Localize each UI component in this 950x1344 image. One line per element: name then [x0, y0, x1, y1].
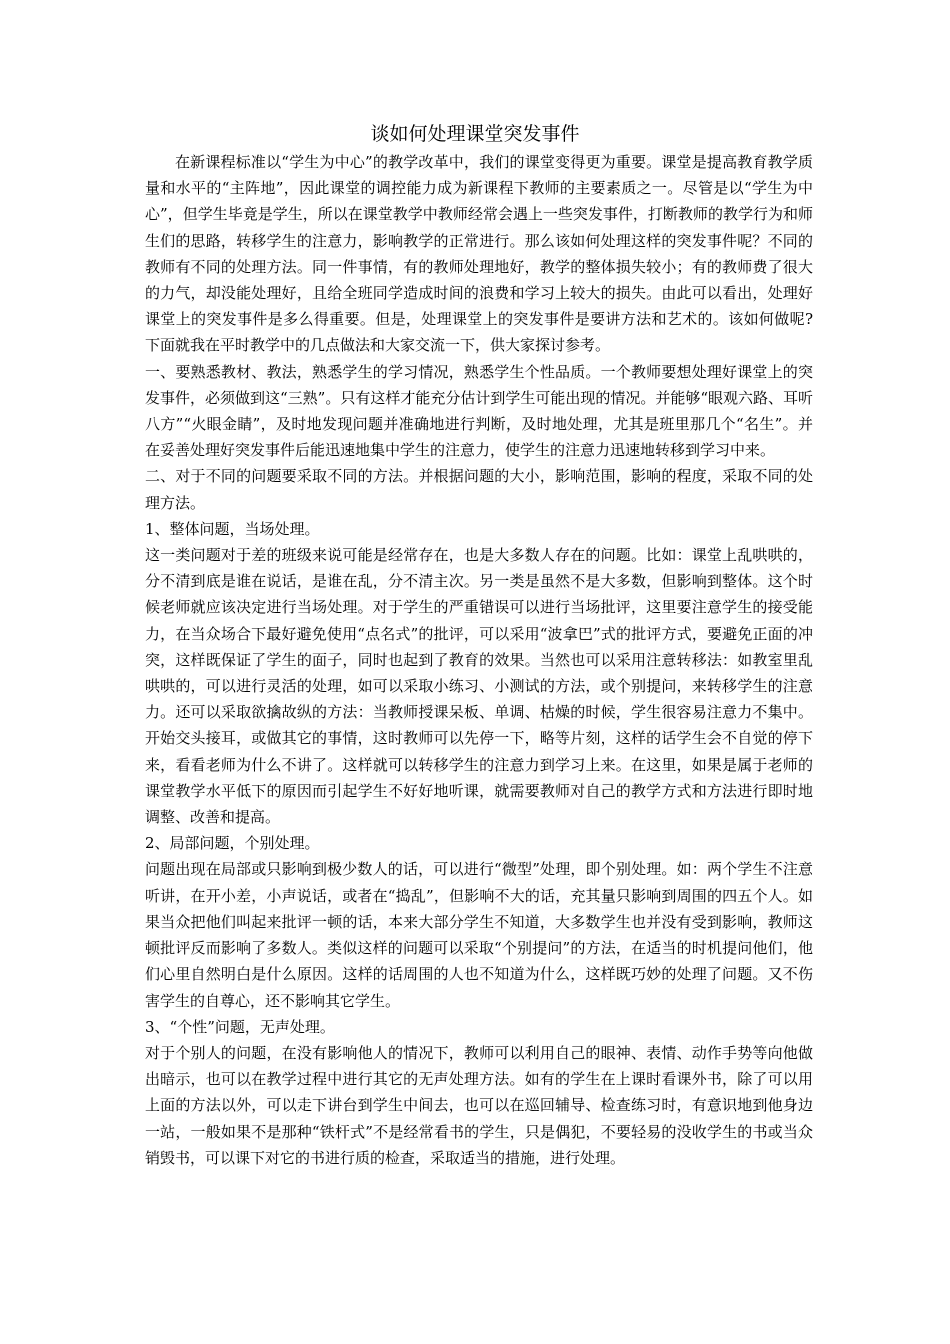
document-body — [145, 149, 813, 1171]
paragraph-point-one: 一、要熟悉教材、教法，熟悉学生的学习情况，熟悉学生个性品质。一个教师要想处理好课堂上的突发事件，必须做到这“三熟”。只有这样才能充分估计到学生可能出现的情况。并能够“眼观六路、耳听八方”“火眼金睛”，及时地发现问题并准确地进行判断，及时地处理，尤其是班里那几个“名生”。并在妥善处理好突发事件后能迅速地集中学生的注意力，使学生的注意力迅速地转移到学习中来。 — [145, 362, 814, 460]
subheading-local-problems: 2、局部问题，个别处理。 — [145, 834, 320, 853]
paragraph-overall-problems: 这一类问题对于差的班级来说可能是经常存在，也是大多数人存在的问题。比如：课堂上乱哄哄的，分不清到底是谁在说话，是谁在乱，分不清主次。另一类是虽然不是大多数，但影响到整体。这个时候老师就应该决定进行当场处理。对于学生的严重错误可以进行当场批评，这里要注意学生的接受能力，在当众场合下最好避免使用“点名式”的批评，可以采用“波拿巴”式的批评方式，要避免正面的冲突，这样既保证了学生的面子，同时也起到了教育的效果。当然也可以采用注意转移法：如教室里乱哄哄的，可以进行灵活的处理，如可以采取小练习、小测试的方法，或个别提问，来转移学生的注意力。还可以采取欲擒故纵的方法：当教师授课呆板、单调、枯燥的时候，学生很容易注意力不集中。开始交头接耳，或做其它的事情，这时教师可以先停一下，略等片刻，这样的话学生会不自觉的停下来，看看老师为什么不讲了。这样就可以转移学生的注意力到学习上来。在这里，如果是属于老师的课堂教学水平低下的原因而引起学生不好好地听课，就需要教师对自己的教学方式和方法进行即时地调整、改善和提高。 — [145, 546, 813, 827]
document-title: 谈如何处理课堂突发事件 — [370, 123, 580, 145]
paragraph-point-two: 二、对于不同的问题要采取不同的方法。并根据问题的大小，影响范围，影响的程度，采取不同的处理方法。 — [145, 467, 813, 512]
paragraph-intro: 在新课程标准以“学生为中心”的教学改革中，我们的课堂变得更为重要。课堂是提高教育教学质量和水平的“主阵地”，因此课堂的调控能力成为新课程下教师的主要素质之一。尽管是以“学生为中心”，但学生毕竟是学生，所以在课堂教学中教师经常会遇上一些突发事件，打断教师的教学行为和师生们的思路，转移学生的注意力，影响教学的正常进行。那么该如何处理这样的突发事件呢？不同的教师有不同的处理方法。同一件事情，有的教师处理地好，教学的整体损失较小；有的教师费了很大的力气，却没能处理好，且给全班同学造成时间的浪费和学习上较大的损失。由此可以看出，处理好课堂上的突发事件是多么得重要。但是，处理课堂上的突发事件是要讲方法和艺术的。该如何做呢?下面就我在平时教学中的几点做法和大家交流一下，供大家探讨参考。 — [145, 153, 813, 355]
subheading-overall-problems: 1、整体问题，当场处理。 — [145, 519, 320, 538]
paragraph-individual-problems: 对于个别人的问题，在没有影响他人的情况下，教师可以利用自己的眼神、表情、动作手势等向他做出暗示，也可以在教学过程中进行其它的无声处理方法。如有的学生在上课时看课外书，除了可以用上面的方法以外，可以走下讲台到学生中间去，也可以在巡回辅导、检查练习时，有意识地到他身边一站，一般如果不是那种“铁杆式”不是经常看书的学生，只是偶犯，不要轻易的没收学生的书或当众销毁书，可以课下对它的书进行质的检查，采取适当的措施，进行处理。 — [145, 1043, 813, 1167]
paragraph-local-problems: 问题出现在局部或只影响到极少数人的话，可以进行“微型”处理，即个别处理。如：两个学生不注意听讲，在开小差，小声说话，或者在“捣乱”，但影响不大的话，充其量只影响到周围的四五个人。如果当众把他们叫起来批评一顿的话，本来大部分学生不知道，大多数学生也并没有受到影响，教师这顿批评反而影响了多数人。类似这样的问题可以采取“个别提问”的方法，在适当的时机提问他们，他们心里自然明白是什么原因。这样的话周围的人也不知道为什么，这样既巧妙的处理了问题。又不伤害学生的自尊心，还不影响其它学生。 — [145, 860, 813, 1010]
subheading-individual-problems: 3、“个性”问题，无声处理。 — [145, 1017, 335, 1036]
